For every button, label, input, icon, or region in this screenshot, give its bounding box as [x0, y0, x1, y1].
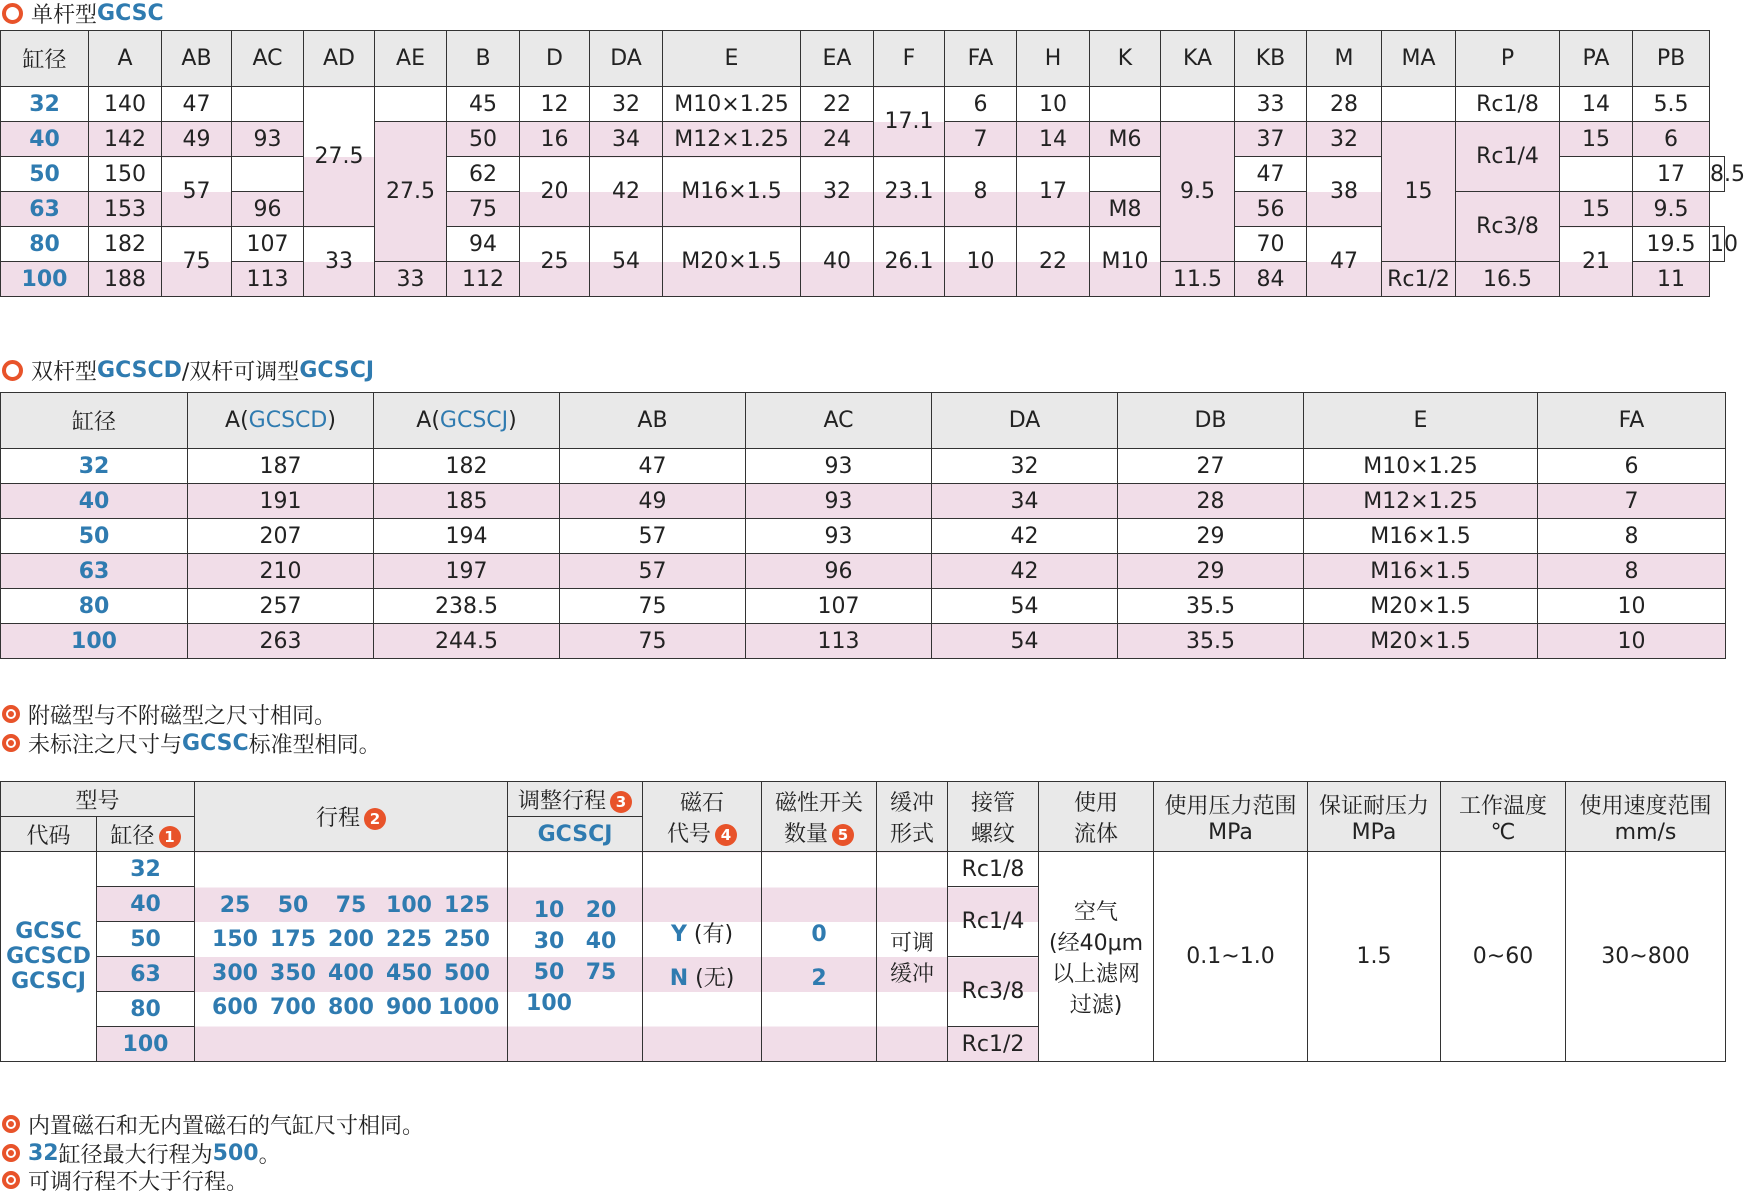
e-cell: M20×1.5: [663, 227, 801, 297]
a-cell: 150: [89, 157, 162, 192]
table-row: [1, 554, 1726, 589]
da-cell: 54: [590, 227, 663, 297]
d-cell: 20: [520, 157, 590, 227]
col-header: MA: [1382, 31, 1456, 87]
bore-cell: 80: [97, 992, 195, 1027]
col-header: EA: [801, 31, 874, 87]
b-cell: 75: [447, 192, 520, 227]
f-cell: 23.1: [874, 157, 945, 227]
col-header: PA: [1560, 31, 1633, 87]
kb-cell: 70: [1235, 227, 1307, 262]
b-cell: 94: [447, 227, 520, 262]
value-cell: 107: [746, 589, 932, 624]
p-empty-cell: [1560, 157, 1633, 192]
col-header: K: [1090, 31, 1161, 87]
col-header: A: [89, 31, 162, 87]
fa-cell: 7: [945, 122, 1017, 157]
pa-cell: 15: [1560, 122, 1633, 157]
a-cell: 182: [89, 227, 162, 262]
table-row: [1, 449, 1726, 484]
m-cell: 38: [1307, 157, 1382, 227]
pressure-cell: 0.1~1.0: [1154, 852, 1308, 1062]
pa-cell: 16.5: [1456, 262, 1560, 297]
m-cell: 47: [1307, 227, 1382, 297]
ac-cell: 107: [232, 227, 304, 262]
value-cell: 185: [374, 484, 560, 519]
value-cell: 194: [374, 519, 560, 554]
ka-cell: 9.5: [1161, 122, 1235, 262]
bore-cell: 100: [1, 262, 89, 297]
value-cell: 54: [932, 624, 1118, 659]
bore-cell: 40: [97, 887, 195, 922]
value-cell: M10×1.25: [1304, 449, 1538, 484]
kb-cell: 33: [1235, 87, 1307, 122]
pb-cell: 9.5: [1633, 192, 1710, 227]
h-cell: 10: [1017, 87, 1090, 122]
pa-cell: 15: [1560, 192, 1633, 227]
ka-cell: 11.5: [1161, 262, 1235, 297]
value-cell: 35.5: [1118, 624, 1304, 659]
note-line: 附磁型与不附磁型之尺寸相同。: [0, 700, 336, 728]
col-header: M: [1307, 31, 1382, 87]
col-header: H: [1017, 31, 1090, 87]
bore-cell: 40: [1, 122, 89, 157]
col-header: 缸径: [1, 393, 188, 449]
col-header: DA: [932, 393, 1118, 449]
adjust-sub-header: GCSCJ: [508, 817, 643, 852]
value-cell: 7: [1538, 484, 1726, 519]
bore-cell: 63: [1, 192, 89, 227]
ma-cell: 15: [1382, 122, 1456, 262]
col-header: FA: [945, 31, 1017, 87]
ka-empty-cell: [1161, 87, 1235, 122]
number-badge-icon: 1: [159, 826, 181, 848]
col-header: KB: [1235, 31, 1307, 87]
temp-cell: 0~60: [1441, 852, 1566, 1062]
port-cell: Rc1/4: [948, 887, 1039, 957]
value-cell: M12×1.25: [1304, 484, 1538, 519]
b-cell: 62: [447, 157, 520, 192]
dot-bullet-icon: [2, 734, 20, 752]
pb-cell: 11: [1633, 262, 1710, 297]
col-header: E: [1304, 393, 1538, 449]
e-cell: M12×1.25: [663, 122, 801, 157]
proof-cell: 1.5: [1308, 852, 1441, 1062]
d-cell: 16: [520, 122, 590, 157]
value-cell: 8: [1538, 554, 1726, 589]
pb-cell: 10: [1710, 227, 1725, 262]
adjust-stroke-cell: 10 20 30 40 50 75 100: [508, 852, 643, 1062]
table-row: [1, 519, 1726, 554]
m-cell: 28: [1307, 87, 1382, 122]
ae-cell: 33: [375, 262, 447, 297]
bore-cell: 63: [97, 957, 195, 992]
fa-cell: 10: [945, 227, 1017, 297]
ae-cell: 27.5: [375, 122, 447, 262]
note-line: 32 缸径最大行程为 500 。: [0, 1139, 281, 1167]
ring-bullet-icon: [2, 360, 23, 381]
ea-cell: 32: [801, 157, 874, 227]
col-header: A(GCSCD): [188, 393, 374, 449]
pa-cell: 19.5: [1633, 227, 1710, 262]
table-row: [1, 87, 1725, 122]
bore-cell: 32: [97, 852, 195, 887]
ac-cell: 96: [232, 192, 304, 227]
bore-cell: 63: [1, 554, 188, 589]
p-cell: Rc3/8: [1456, 192, 1560, 262]
d-cell: 12: [520, 87, 590, 122]
pb-cell: 5.5: [1633, 87, 1710, 122]
ea-cell: 40: [801, 227, 874, 297]
bore-cell: 100: [1, 624, 188, 659]
temp-header: 工作温度 ℃: [1441, 782, 1566, 852]
dot-bullet-icon: [2, 1115, 20, 1133]
d-cell: 25: [520, 227, 590, 297]
value-cell: 47: [560, 449, 746, 484]
table-header-row: [1, 782, 1726, 817]
ae-empty-cell: [375, 87, 447, 122]
fluid-cell: 空气 (经40μm 以上滤网 过滤): [1039, 852, 1154, 1062]
e-cell: M16×1.5: [663, 157, 801, 227]
note-line: 可调行程不大于行程。: [0, 1166, 248, 1194]
value-cell: 28: [1118, 484, 1304, 519]
value-cell: 93: [746, 449, 932, 484]
col-header: D: [520, 31, 590, 87]
ea-cell: 24: [801, 122, 874, 157]
table-row: [1, 122, 1725, 157]
da-cell: 42: [590, 157, 663, 227]
single-rod-dimension-table: [0, 30, 1745, 297]
value-cell: 35.5: [1118, 589, 1304, 624]
k-empty-cell: [1090, 157, 1161, 192]
da-cell: 34: [590, 122, 663, 157]
a-cell: 142: [89, 122, 162, 157]
adjust-stroke-header: 调整行程 3: [508, 782, 643, 817]
value-cell: 49: [560, 484, 746, 519]
model-header: 型号: [1, 782, 195, 817]
fa-cell: 8: [945, 157, 1017, 227]
value-cell: 42: [932, 519, 1118, 554]
col-header: P: [1456, 31, 1560, 87]
col-header: AD: [304, 31, 375, 87]
f-cell: 17.1: [874, 87, 945, 157]
kb-cell: 56: [1235, 192, 1307, 227]
ab-cell: 49: [162, 122, 232, 157]
col-header: A(GCSCJ): [374, 393, 560, 449]
value-cell: 29: [1118, 519, 1304, 554]
magnet-code-cell: Y (有) N (无): [643, 852, 762, 1062]
p-cell: Rc1/2: [1382, 262, 1456, 297]
value-cell: 96: [746, 554, 932, 589]
col-header: AE: [375, 31, 447, 87]
model-code-table: [0, 781, 1726, 1062]
k-empty-cell: [1090, 87, 1161, 122]
double-rod-dimension-table: [0, 392, 1726, 659]
k-cell: M6: [1090, 122, 1161, 157]
value-cell: 263: [188, 624, 374, 659]
code-cell: GCSC GCSCD GCSCJ: [1, 852, 97, 1062]
value-cell: 10: [1538, 624, 1726, 659]
e-cell: M10×1.25: [663, 87, 801, 122]
value-cell: 182: [374, 449, 560, 484]
value-cell: 191: [188, 484, 374, 519]
switch-count-cell: 0 2: [762, 852, 877, 1062]
note-line: 未标注之尺寸与 GCSC 标准型相同。: [0, 729, 381, 757]
cushion-cell: 可调 缓冲: [877, 852, 948, 1062]
p-cell: Rc1/8: [1456, 87, 1560, 122]
value-cell: 42: [932, 554, 1118, 589]
dot-bullet-icon: [2, 1171, 20, 1189]
col-header: AC: [746, 393, 932, 449]
bore-cell: 50: [1, 157, 89, 192]
value-cell: 8: [1538, 519, 1726, 554]
value-cell: M20×1.5: [1304, 589, 1538, 624]
ac-cell: 113: [232, 262, 304, 297]
value-cell: 32: [932, 449, 1118, 484]
a-cell: 188: [89, 262, 162, 297]
col-header: 缸径: [1, 31, 89, 87]
bore-cell: 32: [1, 449, 188, 484]
pb-cell: 8.5: [1710, 157, 1725, 192]
number-badge-icon: 5: [832, 824, 854, 846]
dot-bullet-icon: [2, 1144, 20, 1162]
value-cell: 57: [560, 519, 746, 554]
port-header: 接管 螺纹: [948, 782, 1039, 852]
col-header: KA: [1161, 31, 1235, 87]
col-header: DA: [590, 31, 663, 87]
value-cell: 238.5: [374, 589, 560, 624]
value-cell: 257: [188, 589, 374, 624]
pb-cell: 6: [1633, 122, 1710, 157]
value-cell: 197: [374, 554, 560, 589]
value-cell: 244.5: [374, 624, 560, 659]
pa-cell: 14: [1560, 87, 1633, 122]
ab-cell: 75: [162, 227, 232, 297]
switch-header: 磁性开关 数量 5: [762, 782, 877, 852]
h-cell: 17: [1017, 157, 1090, 227]
magnet-header: 磁石 代号 4: [643, 782, 762, 852]
kb-cell: 84: [1235, 262, 1307, 297]
value-cell: M16×1.5: [1304, 554, 1538, 589]
col-header: AC: [232, 31, 304, 87]
ring-bullet-icon: [2, 3, 23, 24]
table-row: [1, 624, 1726, 659]
col-header: PB: [1633, 31, 1710, 87]
bore-header: 缸径 1: [97, 817, 195, 852]
stroke-header: 行程 2: [195, 782, 508, 852]
a-cell: 140: [89, 87, 162, 122]
value-cell: 93: [746, 519, 932, 554]
value-cell: M16×1.5: [1304, 519, 1538, 554]
kb-cell: 37: [1235, 122, 1307, 157]
speed-cell: 30~800: [1566, 852, 1726, 1062]
speed-header: 使用速度范围 mm/s: [1566, 782, 1726, 852]
ma-empty-cell: [1382, 87, 1456, 122]
table-row: [1, 852, 1726, 887]
col-header: F: [874, 31, 945, 87]
col-header: AB: [162, 31, 232, 87]
table-row: [1, 484, 1726, 519]
bore-cell: 50: [1, 519, 188, 554]
value-cell: 207: [188, 519, 374, 554]
a-cell: 153: [89, 192, 162, 227]
value-cell: 187: [188, 449, 374, 484]
table-row: [1, 589, 1726, 624]
number-badge-icon: 4: [715, 824, 737, 846]
m-cell: 32: [1307, 122, 1382, 157]
ad-cell: 33: [304, 227, 375, 297]
note-line: 内置磁石和无内置磁石的气缸尺寸相同。: [0, 1110, 424, 1138]
col-header: E: [663, 31, 801, 87]
ea-cell: 22: [801, 87, 874, 122]
proof-header: 保证耐压力 MPa: [1308, 782, 1441, 852]
pa-cell: 17: [1633, 157, 1710, 192]
table-header-row: [1, 393, 1726, 449]
ac-cell: 93: [232, 122, 304, 157]
value-cell: 10: [1538, 589, 1726, 624]
section-title-double: 双杆型 GCSCD /双杆可调型 GCSCJ: [0, 356, 374, 384]
ac-empty-cell: [232, 157, 304, 192]
cushion-header: 缓冲 形式: [877, 782, 948, 852]
port-cell: Rc3/8: [948, 957, 1039, 1027]
ac-empty-cell: [232, 87, 304, 122]
bore-cell: 40: [1, 484, 188, 519]
bore-cell: 80: [1, 589, 188, 624]
col-header: DB: [1118, 393, 1304, 449]
b-cell: 50: [447, 122, 520, 157]
ad-cell: 27.5: [304, 87, 375, 227]
ma-cell: 21: [1560, 227, 1633, 297]
stroke-cell: 25 50 75 100 125 150 175 200 225 250 300 350 400 450 500 600 700 800 900 1000: [195, 852, 508, 1062]
f-cell: 26.1: [874, 227, 945, 297]
value-cell: 54: [932, 589, 1118, 624]
h-cell: 22: [1017, 227, 1090, 297]
value-cell: 34: [932, 484, 1118, 519]
value-cell: 29: [1118, 554, 1304, 589]
value-cell: 6: [1538, 449, 1726, 484]
number-badge-icon: 2: [364, 808, 386, 830]
port-cell: Rc1/8: [948, 852, 1039, 887]
kb-cell: 47: [1235, 157, 1307, 192]
value-cell: 113: [746, 624, 932, 659]
fluid-header: 使用 流体: [1039, 782, 1154, 852]
ab-cell: 57: [162, 157, 232, 227]
p-cell: Rc1/4: [1456, 122, 1560, 192]
pressure-header: 使用压力范围 MPa: [1154, 782, 1308, 852]
col-header: FA: [1538, 393, 1726, 449]
section-title-single: 单杆型 GCSC: [0, 0, 164, 26]
value-cell: 210: [188, 554, 374, 589]
k-cell: M10: [1090, 227, 1161, 297]
dot-bullet-icon: [2, 705, 20, 723]
value-cell: 75: [560, 624, 746, 659]
number-badge-icon: 3: [610, 791, 632, 813]
h-cell: 14: [1017, 122, 1090, 157]
bore-cell: 32: [1, 87, 89, 122]
ab-cell: 47: [162, 87, 232, 122]
b-cell: 45: [447, 87, 520, 122]
table-header-row: [1, 31, 1725, 87]
bore-cell: 100: [97, 1027, 195, 1062]
bore-cell: 80: [1, 227, 89, 262]
value-cell: 57: [560, 554, 746, 589]
b-cell: 112: [447, 262, 520, 297]
col-header: AB: [560, 393, 746, 449]
bore-cell: 50: [97, 922, 195, 957]
value-cell: M20×1.5: [1304, 624, 1538, 659]
value-cell: 27: [1118, 449, 1304, 484]
k-cell: M8: [1090, 192, 1161, 227]
col-header: B: [447, 31, 520, 87]
value-cell: 93: [746, 484, 932, 519]
fa-cell: 6: [945, 87, 1017, 122]
da-cell: 32: [590, 87, 663, 122]
value-cell: 75: [560, 589, 746, 624]
code-header: 代码: [1, 817, 97, 852]
port-cell: Rc1/2: [948, 1027, 1039, 1062]
